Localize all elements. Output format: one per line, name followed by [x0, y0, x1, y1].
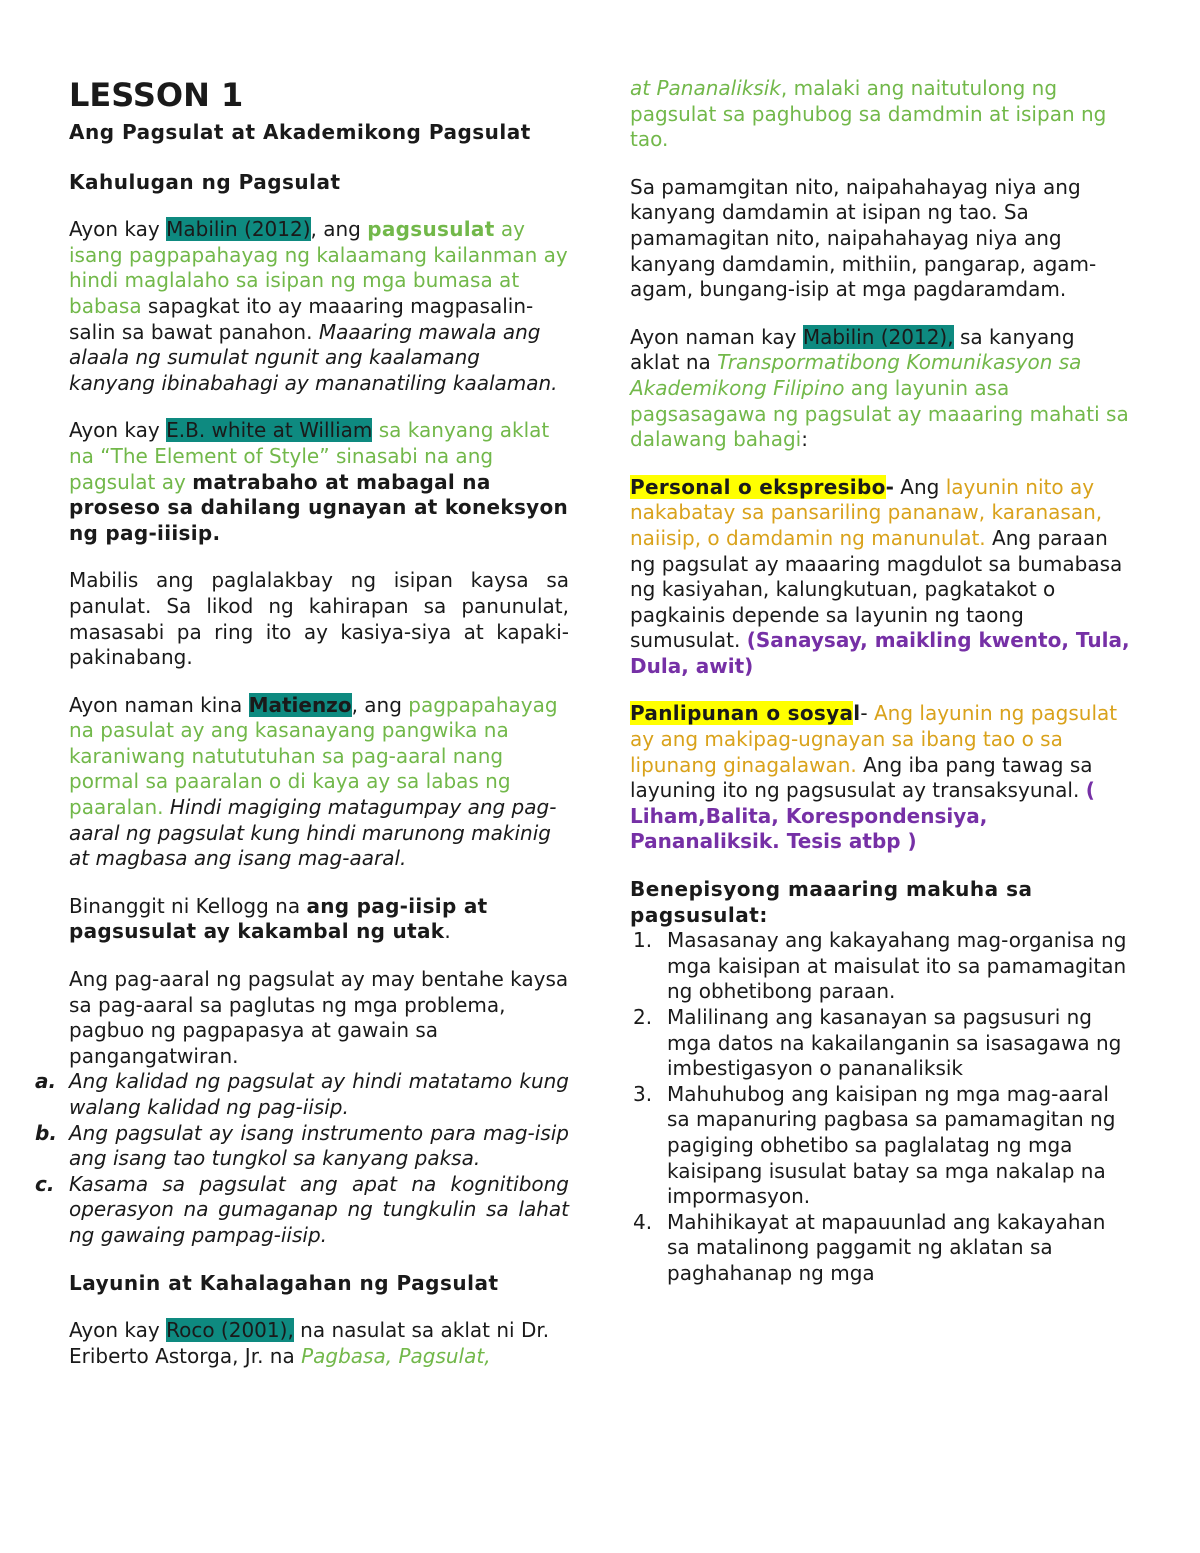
- paragraph-eb-white: Ayon kay E.B. white at William sa kanyang aklat na “The Element of Style” sinasabi na ang pagsulat ay matrabaho at mabagal na proseso sa dahilang ugnayan at koneksyon ng pag-iiisip.: [69, 418, 569, 545]
- paragraph-mabilis: Mabilis ang paglalakbay ng isipan kaysa sa panulat. Sa likod ng kahirapan sa panunulat, masasabi pa ring ito ay kasiya-siya at kapaki-pakinabang.: [69, 568, 569, 670]
- list-item: c. Kasama sa pagsulat ang apat na kognitibong operasyon na gumaganap ng tungkulin sa lahat ng gawaing pampag-iisip.: [35, 1171, 569, 1247]
- list-item: a. Ang kalidad ng pagsulat ay hindi matatamo kung walang kalidad ng pag-iisip.: [35, 1069, 569, 1119]
- citation-highlight: Mabilin (2012): [166, 217, 311, 242]
- term-highlight: Personal o ekspresibo: [630, 474, 886, 499]
- citation-highlight: Roco (2001),: [166, 1318, 294, 1343]
- paragraph-pamamagitan: Sa pamamgitan nito, naipahahayag niya ang kanyang damdamin at isipan ng tao. Sa pamamagitan nito, naipahahayag niya ang kanyang damdamin, mithiin, pangarap, agam-agam, bungang-isip at mga pagdaramdam.: [630, 174, 1097, 302]
- paragraph-bentahe: Ang pag-aaral ng pagsulat ay may bentahe kaysa sa pag-aaral sa paglutas ng mga problema, pagbuo ng pagpapasya at gawain sa pangangatwiran.: [69, 967, 569, 1068]
- paragraph-roco: Ayon kay Roco (2001), na nasulat sa aklat ni Dr. Eriberto Astorga, Jr. na Pagbasa, Pagsulat,: [69, 1318, 550, 1368]
- lesson-title: LESSON 1: [69, 76, 244, 114]
- benefits-list: [630, 928, 1130, 1286]
- citation-highlight: Matienzo: [248, 692, 352, 717]
- section-heading-benepisyo: Benepisyong maaaring makuha sa pagsusulat:: [630, 877, 1033, 927]
- list-item: 1. Masasanay ang kakayahang mag-organisa ng mga kaisipan at maisulat ito sa pamamagitan ng obhetibong paraan.: [633, 928, 1127, 1004]
- paragraph-kellogg: Binanggit ni Kellogg na ang pag-iisip at pagsusulat ay kakambal ng utak.: [69, 893, 488, 944]
- term-highlight: Panlipunan o sosya: [630, 701, 854, 726]
- list-item: 2. Malilinang ang kasanayan sa pagsusuri ng mga datos na kakailanganin sa isasagawa ng imbestigasyon o pananaliksik: [633, 1005, 1122, 1081]
- citation-highlight: Mabilin (2012),: [802, 324, 954, 349]
- lesson-subtitle: Ang Pagsulat at Akademikong Pagsulat: [69, 120, 531, 144]
- paragraph-mabilin: Ayon kay Mabilin (2012), ang pagsusulat ay isang pagpapahayag ng kalaamang kailanman ay hindi maglalaho sa isipan ng mga bumasa at babasa sapagkat ito ay maaaring magpasalin-salin sa bawat panahon. Maaaring mawala ang alaala ng sumulat ngunit ang kaalamang kanyang ibinabahagi ay mananatiling kaalaman.: [69, 217, 568, 395]
- paragraph-matienzo: Ayon naman kina Matienzo, ang pagpapahayag na pasulat ay ang kasanayang pangwika na karaniwang natututuhan sa pag-aaral nang pormal sa paaralan o di kaya ay sa labas ng paaralan. Hindi magiging matagumpay ang pag-aaral ng pagsulat kung hindi marunong makinig at magbasa ang isang mag-aaral.: [69, 692, 558, 871]
- section-heading-layunin: Layunin at Kahalagahan ng Pagsulat: [69, 1270, 499, 1295]
- citation-highlight: E.B. white at William: [166, 418, 373, 443]
- alpha-list: [35, 1069, 569, 1248]
- paragraph-continued: at Pananaliksik, malaki ang naitutulong ng pagsulat sa paghubog sa damdmin at isipan ng tao.: [630, 76, 1107, 152]
- list-item: 3. Mahuhubog ang kaisipan ng mga mag-aaral sa mapanuring pagbasa sa pamamagitan ng pagiging obhetibo sa paglalatag ng mga kaisipang isusulat batay sa mga nakalap na impormasyon.: [633, 1081, 1116, 1209]
- right-column: [630, 76, 1130, 1287]
- paragraph-personal: Personal o ekspresibo- Ang layunin nito ay nakabatay sa pansariling pananaw, karanasan, naiisip, o damdamin ng manunulat. Ang paraan ng pagsulat ay maaaring magdulot sa bumabasa ng kasiyahan, kalungkutuan, pagkatakot o pagkainis depende sa layunin ng taong sumusulat. (Sanaysay, maikling kwento, Tula, Dula, awit): [630, 474, 1130, 678]
- paragraph-mabilin-2: Ayon naman kay Mabilin (2012), sa kanyang aklat na Transpormatibong Komunikasyon sa Akademikong Filipino ang layunin asa pagsasagawa ng pagsulat ay maaaring mahati sa dalawang bahagi:: [630, 324, 1129, 452]
- list-item: b. Ang pagsulat ay isang instrumento para mag-isip ang isang tao tungkol sa kanyang paksa.: [35, 1120, 569, 1171]
- left-column: [35, 0, 569, 1391]
- paragraph-panlipunan: Panlipunan o sosyal- Ang layunin ng pagsulat ay ang makipag-ugnayan sa ibang tao o sa lipunang ginagalawan. Ang iba pang tawag sa layuning ito ng pagsusulat ay transaksyunal. ( Liham,Balita, Korespondensiya, Pananaliksik. Tesis atbp ): [630, 701, 1118, 854]
- list-item: 4. Mahihikayat at mapauunlad ang kakayahan sa matalinong paggamit ng aklatan sa paghahanap ng mga: [633, 1209, 1106, 1285]
- section-heading-kahulugan: Kahulugan ng Pagsulat: [69, 169, 341, 194]
